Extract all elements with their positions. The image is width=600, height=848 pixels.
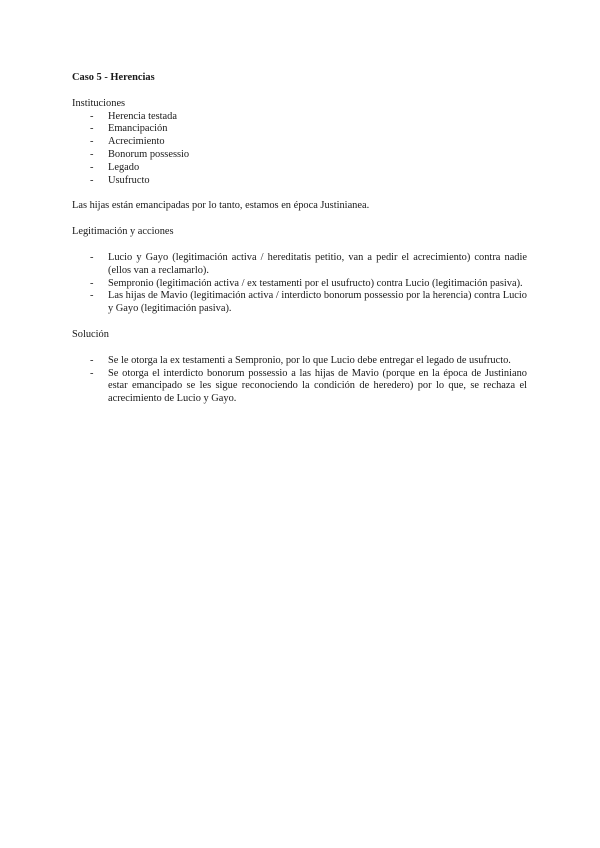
list-dash: - [90,110,94,122]
list-dash: - [90,136,94,148]
solucion-list [72,355,527,406]
document-page [72,72,527,406]
list-dash: - [90,174,94,186]
list-dash: - [90,277,94,289]
list-dash: - [90,161,94,173]
list-item: - Legado [90,161,140,173]
list-dash: - [90,367,94,379]
list-item: - Bonorum possessio [90,148,190,160]
list-item: - Usufructo [90,174,150,186]
list-item: - Acrecimiento [90,136,165,148]
list-dash: - [90,123,94,135]
list-item: - Emancipación [90,123,168,135]
solucion-heading: Solución [72,328,109,340]
list-item: - Se le otorga la ex testamenti a Sempronio, por lo que Lucio debe entregar el legado de usufructo. [90,354,511,366]
instituciones-heading: Instituciones [72,97,126,109]
list-dash: - [90,354,94,366]
legitimacion-heading: Legitimación y acciones [72,226,174,238]
instituciones-list [72,111,527,188]
emancipation-statement: Las hijas están emancipadas por lo tanto, estamos en época Justinianea. [72,200,370,212]
list-item: - Las hijas de Mavio (legitimación activa / interdicto bonorum possessio por la herencia) contra Lucio y Gayo (legitimación pasiva). [90,290,527,315]
list-dash: - [90,290,94,302]
list-item: - Herencia testada [90,110,177,122]
list-item: - Lucio y Gayo (legitimación activa / hereditatis petitio, van a pedir el acrecimiento) contra nadie (ellos van a reclamarlo). [90,251,527,276]
list-item: - Sempronio (legitimación activa / ex testamenti por el usufructo) contra Lucio (legitimación pasiva). [90,277,523,289]
legitimacion-list [72,252,527,316]
list-dash: - [90,251,94,263]
case-title: Caso 5 - Herencias [72,72,155,83]
list-dash: - [90,148,94,160]
list-item: - Se otorga el interdicto bonorum possessio a las hijas de Mavio (porque en la época de Justiniano estar emancipado se les sigue reconociendo la condición de heredero) por lo que, se rechaza el acrecimiento de Lucio y Gayo. [90,367,527,405]
